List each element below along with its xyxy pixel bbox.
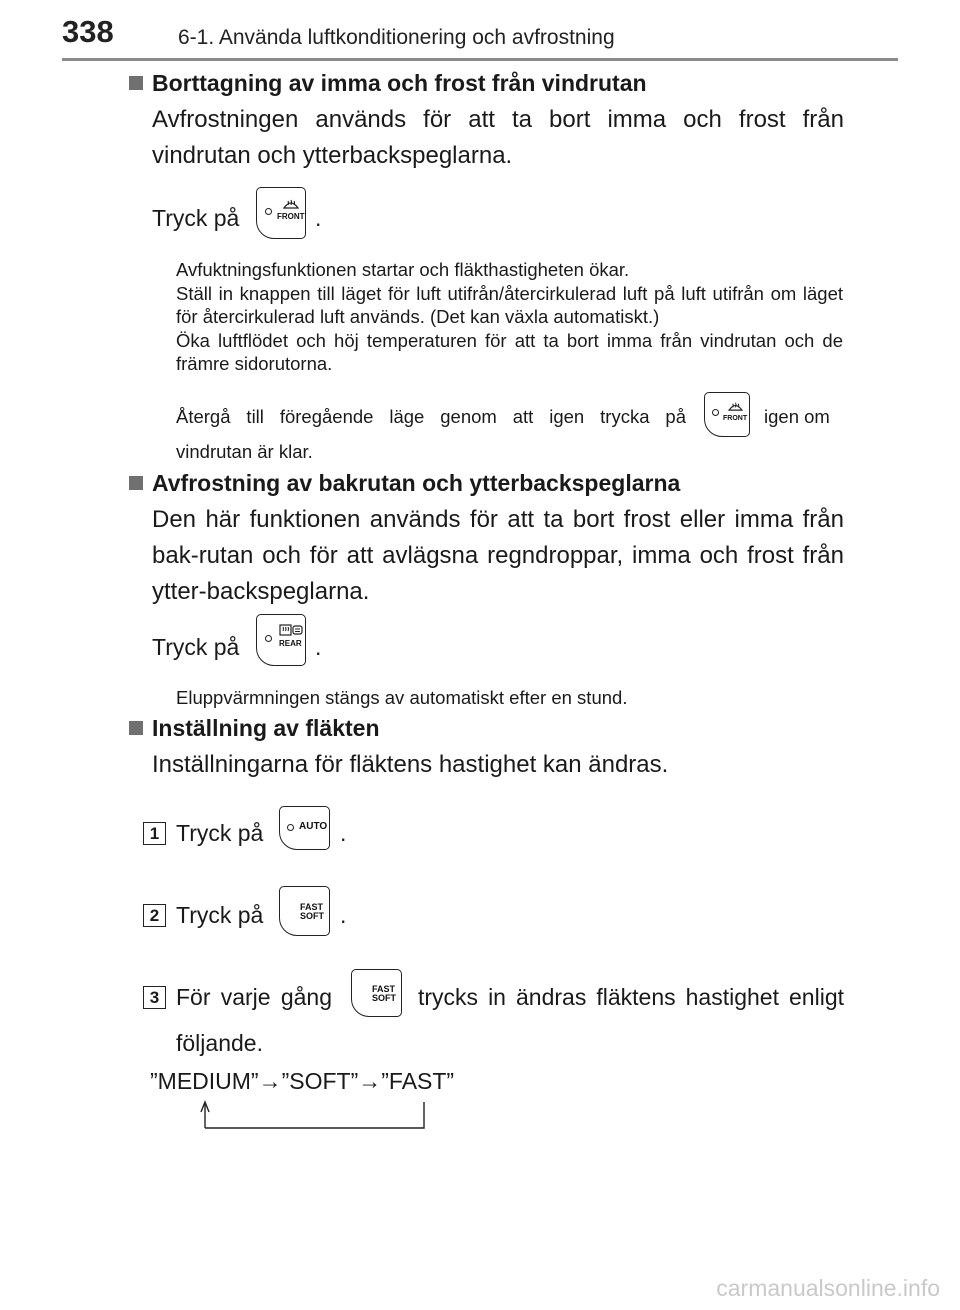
note-line: Avfuktningsfunktionen startar och fläkthastigheten ökar. [176, 259, 630, 280]
step-number: 3 [143, 986, 166, 1009]
note-rear: Eluppvärmningen stängs av automatiskt efter en stund. [176, 687, 628, 708]
return-text: Återgå till föregående läge genom att igen trycka på [176, 406, 686, 427]
return-text-after: igen om [764, 406, 830, 427]
fan-speed-button-icon: FAST SOFT [279, 886, 330, 936]
arrow-right-icon: → [358, 1068, 382, 1094]
step-text-end: följande. [176, 1030, 263, 1056]
note-line: Öka luftflödet och höj temperaturen för att ta bort imma från vindrutan och de främre sidorutorna. [176, 329, 843, 374]
press-text-end: . [315, 634, 322, 660]
sequence-item: ”MEDIUM” [150, 1068, 259, 1094]
fan-speed-button-icon: FAST SOFT [351, 969, 402, 1017]
section-bullet-icon [129, 721, 143, 735]
arrow-right-icon: → [258, 1068, 282, 1094]
header-divider [62, 58, 898, 61]
section-bullet-icon [129, 76, 143, 90]
press-text: Tryck på [152, 205, 240, 231]
sequence-item: ”SOFT” [281, 1068, 359, 1094]
section-heading-rear: Avfrostning av bakrutan och ytterbackspeglarna [152, 470, 681, 496]
step-text-end: . [340, 902, 347, 928]
watermark-logo: carmanualsonline.info [716, 1275, 940, 1301]
chapter-title: 6-1. Använda luftkonditionering och avfrostning [178, 26, 615, 49]
section-heading-windshield: Borttagning av imma och frost från vindrutan [152, 70, 647, 96]
step-text: Tryck på [176, 902, 264, 928]
step-text: För varje gång [176, 984, 332, 1010]
step-number: 2 [143, 904, 166, 927]
auto-button-icon: AUTO [279, 806, 330, 850]
note-line: Ställ in knappen till läget för luft utifrån/återcirkulerad luft på luft utifrån om läget för återcirkulerad luft används. (Det kan växla automatiskt.) [176, 282, 843, 327]
sequence-item: ”FAST” [381, 1068, 455, 1094]
step-text: Tryck på [176, 820, 264, 846]
section-body-windshield: Avfrostningen används för att ta bort imma och frost från vindrutan och ytterbackspeglarna. [152, 106, 844, 169]
fan-speed-sequence [150, 1068, 454, 1095]
rear-defrost-button-icon: REAR [256, 614, 306, 666]
section-body-fan: Inställningarna för fläktens hastighet kan ändras. [152, 751, 669, 778]
press-text: Tryck på [152, 634, 240, 660]
section-heading-fan: Inställning av fläkten [152, 715, 380, 741]
step-text-after: trycks in ändras fläktens hastighet enligt [418, 984, 844, 1010]
note-block-windshield [176, 258, 843, 376]
return-text-end: vindrutan är klar. [176, 441, 313, 462]
step-number: 1 [143, 822, 166, 845]
section-body-rear: Den här funktionen används för att ta bort frost eller imma från bak-rutan och för att avlägsna regndroppar, imma och frost från ytter-backspeglarna. [152, 506, 844, 605]
section-bullet-icon [129, 476, 143, 490]
front-defrost-button-icon: FRONT [256, 187, 306, 239]
front-defrost-button-icon-small: FRONT [704, 392, 750, 437]
loop-back-arrow-icon [195, 1098, 435, 1134]
step-text-end: . [340, 820, 347, 846]
press-text-end: . [315, 205, 322, 231]
page-number: 338 [62, 14, 114, 49]
